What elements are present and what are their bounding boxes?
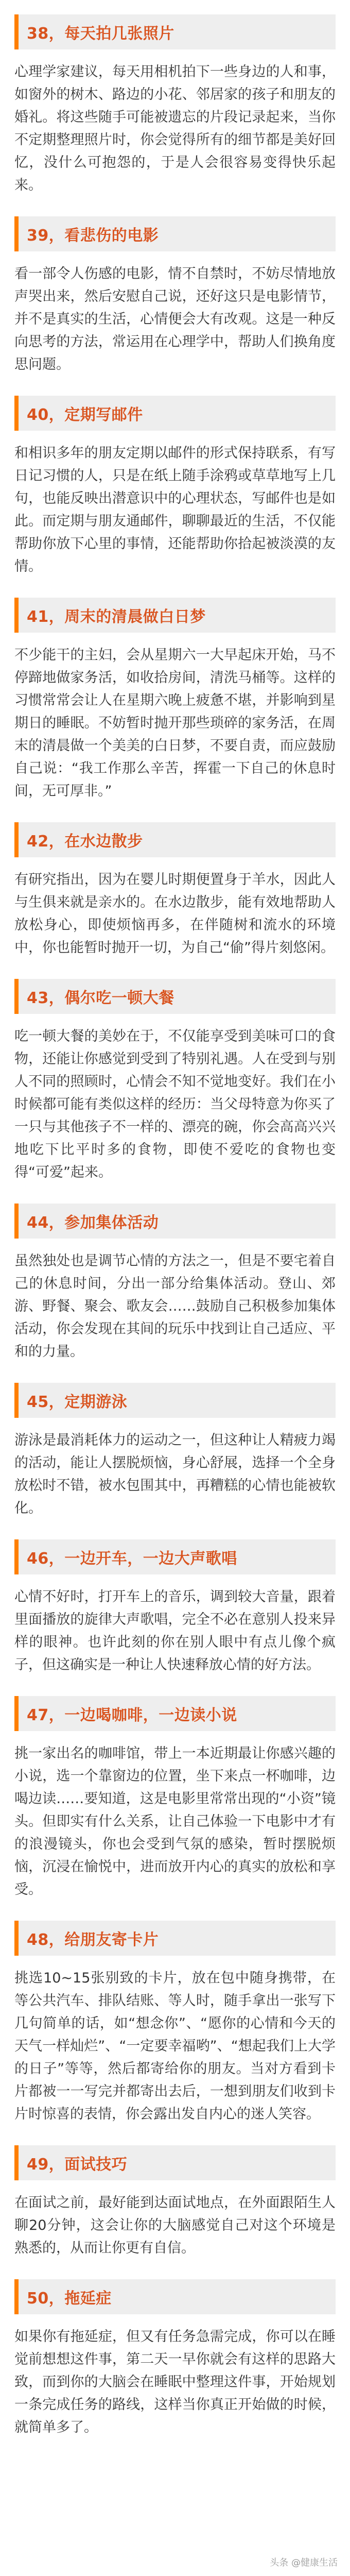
heading-accent-bar (14, 598, 19, 633)
section-title: 44，参加集体活动 (27, 1214, 159, 1232)
section-41 (14, 598, 336, 803)
section-title: 49，面试技巧 (27, 2156, 128, 2174)
section-45 (14, 1383, 336, 1520)
heading-accent-bar (14, 2145, 19, 2180)
section-heading (14, 216, 336, 251)
section-heading (14, 2145, 336, 2180)
heading-accent-bar (14, 1383, 19, 1418)
section-title: 43，偶尔吃一顿大餐 (27, 989, 174, 1007)
section-body: 挑一家出名的咖啡馆，带上一本近期最让你感兴趣的小说，选一个靠窗边的位置，坐下来点一杯咖啡，边喝边读……要知道，这是电影里常常出现的“小资”镜头。但即实有什么关系，让自己体验一下电影中才有的浪漫镜头，你也会受到气氛的感染，暂时摆脱烦恼，沉浸在愉悦中，进而放开内心的真实的放松和享受。 (14, 1745, 336, 1897)
section-48 (14, 1921, 336, 2126)
section-body: 如果你有拖延症，但又有任务急需完成，你可以在睡觉前想想这件事，第二天一早你就会有这样的思路大致，而到你的大脑会在睡眠中整理这件事，开始规划一条完成任务的路线，这样当你真正开始做的时候，就简单多了。 (14, 2329, 336, 2435)
section-body: 和相识多年的朋友定期以邮件的形式保持联系，有写日记习惯的人，只是在纸上随手涂鸦或草草地写上几句，也能反映出潜意识中的心理状态，写邮件也是如此。而定期与朋友通邮件，聊聊最近的生活，不仅能帮助你放下心里的事情，还能帮助你拾起被淡漠的友情。 (14, 445, 336, 574)
section-body: 吃一顿大餐的美妙在于，不仅能享受到美味可口的食物，还能让你感觉到受到了特别礼遇。人在受到与别人不同的照顾时，心情会不知不觉地变好。我们在小时候都可能有类似这样的经历：当父母特意为你买了一只与其他孩子不一样的、漂亮的碗，你会高高兴兴地吃下比平时多的食物，即使不爱吃的食物也变得“可爱”起来。 (14, 1028, 336, 1180)
heading-accent-bar (14, 1696, 19, 1731)
section-heading (14, 2279, 336, 2314)
section-title: 50，拖延症 (27, 2290, 112, 2308)
watermark: 头条 @健康生活 (270, 2557, 338, 2568)
section-49 (14, 2145, 336, 2260)
section-body: 挑选10~15张别致的卡片，放在包中随身携带，在等公共汽车、排队结账、等人时，随手拿出一张写下几句简单的话，如“想念你”、“愿你的心情和今天的天气一样灿烂”、“一定要幸福哟”、“想起我们上大学的日子”等等，然后都寄给你的朋友。当对方看到卡片都被一一写完并都寄出去后，一想到朋友们收到卡片时惊喜的表情，你会露出发自内心的迷人笑容。 (14, 1970, 336, 2122)
section-39 (14, 216, 336, 376)
section-46 (14, 1539, 336, 1676)
section-heading (14, 396, 336, 431)
section-heading (14, 822, 336, 857)
section-50 (14, 2279, 336, 2439)
section-body: 心情不好时，打开车上的音乐，调到较大音量，跟着里面播放的旋律大声歌唱，完全不必在意别人投来异样的眼神。也许此刻的你在别人眼中有点儿像个疯子，但这确实是一种让人快速释放心情的好方法。 (14, 1589, 336, 1673)
section-40 (14, 396, 336, 578)
section-title: 47，一边喝咖啡，一边读小说 (27, 1706, 237, 1724)
section-42 (14, 822, 336, 959)
heading-accent-bar (14, 979, 19, 1014)
section-title: 42，在水边散步 (27, 833, 143, 851)
section-heading (14, 598, 336, 633)
section-body: 游泳是最消耗体力的运动之一，但这种让人精疲力竭的活动，能让人摆脱烦恼，身心舒展，选择一个全身放松时不错，被水包围其中，再糟糕的心情也能被软化。 (14, 1432, 336, 1516)
heading-accent-bar (14, 396, 19, 431)
section-heading (14, 1383, 336, 1418)
section-body: 心理学家建议，每天用相机拍下一些身边的人和事，如窗外的树木、路边的小花、邻居家的孩子和朋友的婚礼。将这些随手可能被遗忘的片段记录起来，当你不定期整理照片时，你会觉得所有的细节都是美好回忆，没什么可抱怨的，于是人会很容易变得快乐起来。 (14, 64, 336, 193)
section-43 (14, 979, 336, 1184)
section-heading (14, 14, 336, 49)
section-title: 41，周末的清晨做白日梦 (27, 608, 206, 626)
section-body: 有研究指出，因为在婴儿时期便置身于羊水，因此人与生俱来就是亲水的。在水边散步，能有效地帮助人放松身心，即使烦恼再多，在伴随树和流水的环境中，你也能暂时抛开一切，为自己“偷”得片刻悠闲。 (14, 872, 336, 956)
section-heading (14, 1696, 336, 1731)
section-heading (14, 1539, 336, 1574)
section-47 (14, 1696, 336, 1901)
section-title: 48，给朋友寄卡片 (27, 1931, 159, 1949)
heading-accent-bar (14, 822, 19, 857)
section-title: 38，每天拍几张照片 (27, 25, 174, 43)
section-heading (14, 1204, 336, 1239)
section-heading (14, 979, 336, 1014)
heading-accent-bar (14, 216, 19, 251)
section-body: 在面试之前，最好能到达面试地点，在外面跟陌生人聊20分钟，这会让你的大脑感觉自己对这个环境是熟悉的，从而让你更有自信。 (14, 2195, 336, 2256)
section-heading (14, 1921, 336, 1956)
heading-accent-bar (14, 1921, 19, 1956)
heading-accent-bar (14, 1539, 19, 1574)
heading-accent-bar (14, 14, 19, 49)
heading-accent-bar (14, 2279, 19, 2314)
section-44 (14, 1204, 336, 1363)
section-38 (14, 14, 336, 197)
section-title: 40，定期写邮件 (27, 406, 143, 424)
section-title: 45，定期游泳 (27, 1393, 128, 1411)
section-title: 39，看悲伤的电影 (27, 227, 159, 245)
heading-accent-bar (14, 1204, 19, 1239)
section-title: 46，一边开车，一边大声歌唱 (27, 1550, 237, 1568)
section-body: 虽然独处也是调节心情的方法之一，但是不要宅着自己的休息时间，分出一部分给集体活动。登山、郊游、野餐、聚会、歌友会……鼓励自己积极参加集体活动，你会发现在其间的玩乐中找到让自己适应、平和的力量。 (14, 1253, 336, 1360)
section-body: 看一部令人伤感的电影，情不自禁时，不妨尽情地放声哭出来，然后安慰自己说，还好这只是电影情节，并不是真实的生活，心情便会大有改观。这是一种反向思考的方法，常运用在心理学中，帮助人们换角度思问题。 (14, 266, 336, 372)
section-body: 不少能干的主妇，会从星期六一大早起床开始，马不停蹄地做家务活，如收拾房间，清洗马桶等。这样的习惯常常会让人在星期六晚上疲惫不堪，并影响到星期日的睡眠。不妨暂时抛开那些琐碎的家务活，在周末的清晨做一个美美的白日梦，不要自责，而应鼓励自己说：“我工作那么辛苦，挥霍一下自己的休息时间，无可厚非。” (14, 647, 336, 799)
